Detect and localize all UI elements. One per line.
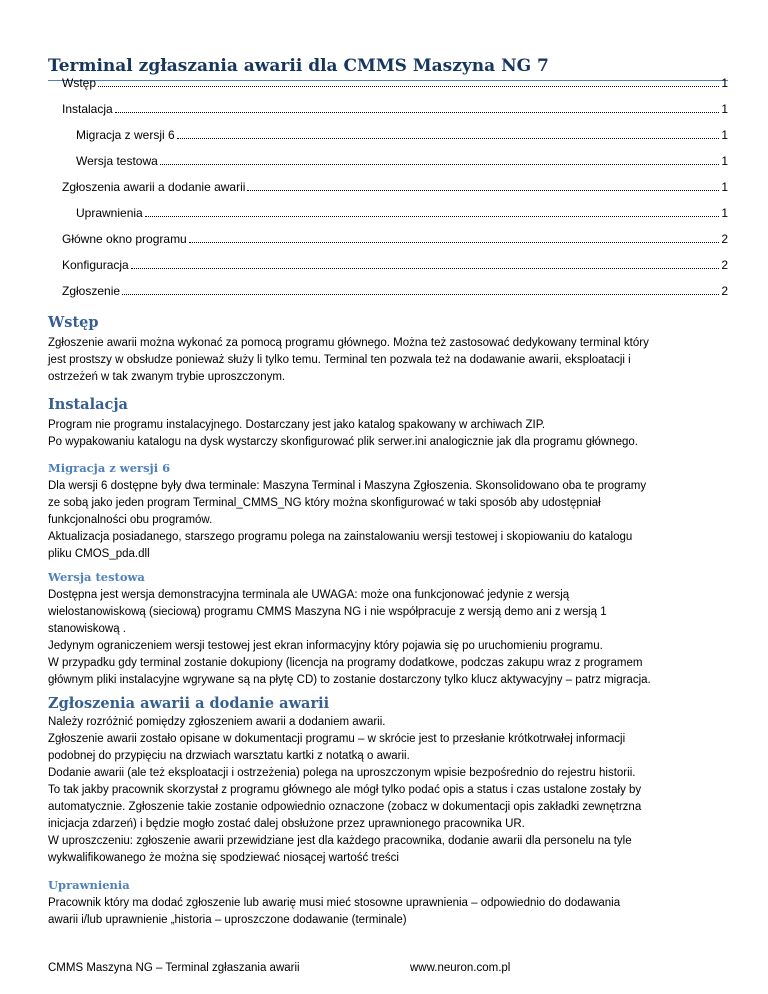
toc-entry-glowne-okno[interactable] xyxy=(62,230,728,246)
toc-dot-leader xyxy=(177,137,720,139)
paragraph-line: funkcjonalności obu programów. xyxy=(48,514,213,526)
toc-entry-label: Uprawnienia xyxy=(76,206,143,220)
toc-entry-instalacja[interactable] xyxy=(62,100,728,116)
toc-page-number: 1 xyxy=(721,154,728,168)
toc-entry-migracja[interactable] xyxy=(76,126,728,142)
toc-entry-label: Konfiguracja xyxy=(62,258,129,272)
toc-entry-wstep[interactable] xyxy=(62,74,728,90)
toc-entry-uprawnienia[interactable] xyxy=(76,204,728,220)
paragraph-line: Dodanie awarii (ale też eksploatacji i ostrzeżenia) polega na uproszczonym wpisie bezpośrednio do rejestru historii. xyxy=(48,767,636,779)
paragraph-line: Jedynym ograniczeniem wersji testowej jest ekran informacyjny który pojawia się po uruchomieniu programu. xyxy=(48,640,603,652)
toc-entry-label: Instalacja xyxy=(62,102,113,116)
toc-entry-label: Zgłoszenia awarii a dodanie awarii xyxy=(62,180,246,194)
toc-entry-zgloszenia[interactable] xyxy=(62,178,728,194)
paragraph-line: Dla wersji 6 dostępne były dwa terminale: Maszyna Terminal i Maszyna Zgłoszenia. Skonsolidowano oba te programy xyxy=(48,480,647,492)
toc-dot-leader xyxy=(160,163,720,165)
toc-page-number: 1 xyxy=(721,206,728,220)
toc-page-number: 2 xyxy=(721,258,728,272)
toc-dot-leader xyxy=(115,111,720,113)
toc-entry-label: Zgłoszenie xyxy=(62,284,121,298)
heading-migracja: Migracja z wersji 6 xyxy=(48,461,171,475)
paragraph-line: głównym pliki instalacyjne wgrywane są na płytę CD) to zostanie dostarczony tylko klucz aktywacyjny – patrz migracja. xyxy=(48,674,651,686)
paragraph-line: automatycznie. Zgłoszenie takie zostanie odpowiednio oznaczone (zobacz w dokumentacji opis zakładki zewnętrzna xyxy=(48,801,642,813)
paragraph-line: Pracownik który ma dodać zgłoszenie lub awarię musi mieć stosowne uprawnienia – odpowiednio do dodawania xyxy=(48,897,621,909)
paragraph-line: To tak jakby pracownik skorzystał z programu głównego ale mógł tylko podać opis a status i czas ustalone zostały by xyxy=(48,784,642,796)
paragraph-line: wykwalifikowanego że można się spodziewać niosącej wartość treści xyxy=(48,852,399,864)
toc-page-number: 1 xyxy=(721,128,728,142)
footer-website-link[interactable]: www.neuron.com.pl xyxy=(410,962,511,974)
heading-uprawnienia: Uprawnienia xyxy=(48,878,130,892)
toc-page-number: 1 xyxy=(721,180,728,194)
toc-page-number: 1 xyxy=(721,76,728,90)
toc-page-number: 1 xyxy=(721,102,728,116)
toc-page-number: 2 xyxy=(721,232,728,246)
toc-entry-label: Wersja testowa xyxy=(76,154,158,168)
toc-dot-leader xyxy=(247,189,719,191)
document-title: Terminal zgłaszania awarii dla CMMS Maszyna NG 7 xyxy=(48,56,728,81)
toc-dot-leader xyxy=(122,293,719,295)
toc-entry-label: Główne okno programu xyxy=(62,232,187,246)
paragraph-line: ze sobą jako jeden program Terminal_CMMS_NG który można skonfigurować w taki sposób aby udostępniał xyxy=(48,497,601,509)
paragraph-line: Dostępna jest wersja demonstracyjna terminala ale UWAGA: może ona funkcjonować jedynie z wersją xyxy=(48,589,570,601)
toc-entry-label: Wstęp xyxy=(62,76,97,90)
paragraph-line: ostrzeżeń w tak zwanym trybie uproszczonym. xyxy=(48,371,286,383)
paragraph-line: Zgłoszenie awarii można wykonać za pomocą programu głównego. Można też zastosować dedykowany terminal który xyxy=(48,337,649,349)
heading-wersja-testowa: Wersja testowa xyxy=(48,570,145,584)
toc-dot-leader xyxy=(145,215,720,217)
heading-wstep: Wstęp xyxy=(48,314,99,331)
paragraph-line: Zgłoszenie awarii zostało opisane w dokumentacji programu – w skrócie jest to przesłanie krótkotrwałej informacji xyxy=(48,733,626,745)
paragraph-line: pliku CMOS_pda.dll xyxy=(48,548,150,560)
paragraph-line: awarii i/lub uprawnienie „historia – uproszczone dodawanie (terminale) xyxy=(48,914,407,926)
paragraph-line: stanowiskową . xyxy=(48,623,126,635)
toc-entry-konfiguracja[interactable] xyxy=(62,256,728,272)
toc-entry-label: Migracja z wersji 6 xyxy=(76,128,175,142)
heading-zgloszenia: Zgłoszenia awarii a dodanie awarii xyxy=(48,695,330,712)
paragraph-line: W uproszczeniu: zgłoszenie awarii przewidziane jest dla każdego pracownika, dodanie awarii dla personelu na tyle xyxy=(48,835,632,847)
heading-instalacja: Instalacja xyxy=(48,396,128,413)
toc-page-number: 2 xyxy=(721,284,728,298)
paragraph-line: W przypadku gdy terminal zostanie dokupiony (licencja na programy dodatkowe, podczas zakupu wraz z programem xyxy=(48,657,643,669)
footer-title: CMMS Maszyna NG – Terminal zgłaszania awarii xyxy=(48,962,300,974)
paragraph-line: podobnej do przypięciu na drzwiach warsztatu kartki z notatką o awarii. xyxy=(48,750,410,762)
paragraph-line: Należy rozróżnić pomiędzy zgłoszeniem awarii a dodaniem awarii. xyxy=(48,716,386,728)
toc-dot-leader xyxy=(131,267,720,269)
toc-dot-leader xyxy=(98,85,719,87)
paragraph-line: Po wypakowaniu katalogu na dysk wystarczy skonfigurować plik serwer.ini analogicznie jak dla programu głównego. xyxy=(48,436,638,448)
paragraph-line: inicjacja zdarzeń) i będzie mogło zostać dalej obsłużone przez uprawnionego pracownika UR. xyxy=(48,818,525,830)
paragraph-line: Aktualizacja posiadanego, starszego programu polega na zainstalowaniu wersji testowej i skopiowaniu do katalogu xyxy=(48,531,633,543)
toc-dot-leader xyxy=(189,241,720,243)
toc-entry-zgloszenie[interactable] xyxy=(62,282,728,298)
paragraph-line: wielostanowiskową (sieciową) programu CMMS Maszyna NG i nie współpracuje z wersją demo ani z wersją 1 xyxy=(48,606,607,618)
paragraph-line: jest prostszy w obsłudze ponieważ służy li tylko temu. Terminal ten pozwala też na dodawanie awarii, eksploatacji i xyxy=(48,354,631,366)
paragraph-line: Program nie programu instalacyjnego. Dostarczany jest jako katalog spakowany w archiwach ZIP. xyxy=(48,419,546,431)
toc-entry-wersja-testowa[interactable] xyxy=(76,152,728,168)
